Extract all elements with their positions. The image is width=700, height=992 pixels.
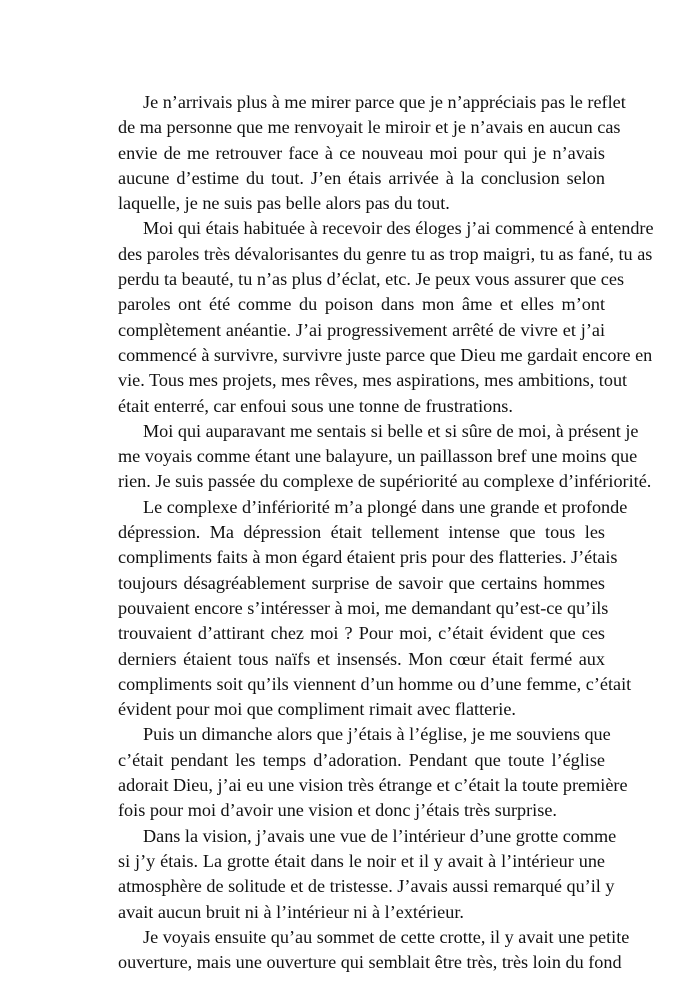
- text-line: envie de me retrouver face à ce nouveau moi pour qui je n’avais: [118, 142, 605, 163]
- text-line: rien. Je suis passée du complexe de supériorité au complexe d’infériorité.: [118, 471, 652, 492]
- text-line: perdu ta beauté, tu n’as plus d’éclat, etc. Je peux vous assurer que ces: [118, 269, 625, 290]
- text-line: toujours désagréablement surprise de savoir que certains hommes: [118, 572, 605, 593]
- text-line: adorait Dieu, j’ai eu une vision très étrange et c’était la toute première: [118, 775, 628, 796]
- text-line: dépression. Ma dépression était tellement intense que tous les: [118, 522, 605, 543]
- text-line: Puis un dimanche alors que j’étais à l’église, je me souviens que: [143, 724, 611, 745]
- text-line: trouvaient d’attirant chez moi ? Pour moi, c’était évident que ces: [118, 623, 605, 644]
- text-line: Moi qui étais habituée à recevoir des éloges j’ai commencé à entendre: [143, 218, 654, 239]
- text-line: compliments soit qu’ils viennent d’un homme ou d’une femme, c’était: [118, 673, 632, 694]
- text-line: si j’y étais. La grotte était dans le noir et il y avait à l’intérieur une: [118, 850, 605, 871]
- text-line: ouverture, mais une ouverture qui semblait être très, très loin du fond: [118, 952, 622, 973]
- text-line: était enterré, car enfoui sous une tonne de frustrations.: [118, 395, 513, 416]
- text-line: de ma personne que me renvoyait le miroir et je n’avais en aucun cas: [118, 117, 621, 138]
- text-line: des paroles très dévalorisantes du genre tu as trop maigri, tu as fané, tu as: [118, 243, 653, 264]
- text-line: Je n’arrivais plus à me mirer parce que je n’appréciais pas le reflet: [143, 92, 626, 112]
- paragraph: [118, 495, 632, 723]
- text-line: c’était pendant les temps d’adoration. Pendant que toute l’église: [118, 749, 605, 770]
- text-line: Dans la vision, j’avais une vue de l’intérieur d’une grotte comme: [143, 825, 617, 846]
- text-line: me voyais comme étant une balayure, un paillasson bref une moins que: [118, 446, 638, 467]
- text-line: laquelle, je ne suis pas belle alors pas du tout.: [118, 193, 450, 214]
- text-line: commencé à survivre, survivre juste parce que Dieu me gardait encore en: [118, 344, 653, 365]
- text-line: fois pour moi d’avoir une vision et donc j’étais très surprise.: [118, 800, 557, 821]
- text-line: évident pour moi que compliment rimait avec flatterie.: [118, 699, 516, 720]
- paragraph: [118, 722, 628, 823]
- paragraph: [118, 419, 652, 495]
- text-line: paroles ont été comme du poison dans mon âme et elles m’ont: [118, 294, 605, 315]
- text-line: complètement anéantie. J’ai progressivement arrêté de vivre et j’ai: [118, 319, 605, 340]
- text-line: pouvaient encore s’intéresser à moi, me demandant qu’est-ce qu’ils: [118, 597, 609, 618]
- text-line: Moi qui auparavant me sentais si belle et si sûre de moi, à présent je: [143, 420, 639, 441]
- text-line: aucune d’estime du tout. J’en étais arrivée à la conclusion selon: [118, 167, 605, 188]
- text-line: Le complexe d’infériorité m’a plongé dans une grande et profonde: [143, 496, 628, 517]
- text-line: compliments faits à mon égard étaient pris pour des flatteries. J’étais: [118, 547, 618, 568]
- paragraph: [118, 90, 626, 216]
- text-line: avait aucun bruit ni à l’intérieur ni à l’extérieur.: [118, 901, 464, 922]
- document-page: [118, 90, 654, 975]
- paragraph: [118, 824, 617, 925]
- paragraph: [118, 216, 654, 418]
- paragraph: [118, 925, 630, 976]
- text-line: vie. Tous mes projets, mes rêves, mes aspirations, mes ambitions, tout: [118, 370, 628, 391]
- text-line: atmosphère de solitude et de tristesse. J’avais aussi remarqué qu’il y: [118, 876, 615, 897]
- text-line: Je voyais ensuite qu’au sommet de cette crotte, il y avait une petite: [143, 926, 630, 947]
- text-line: derniers étaient tous naïfs et insensés. Mon cœur était fermé aux: [118, 648, 605, 669]
